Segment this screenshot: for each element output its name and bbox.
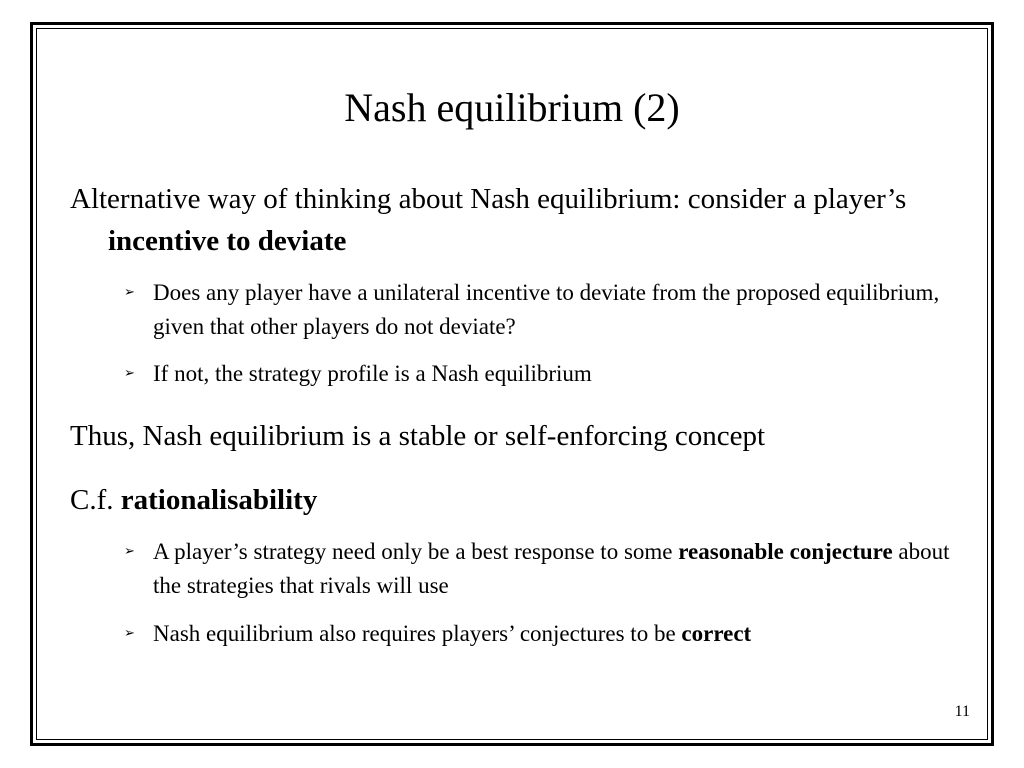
page-number: 11 bbox=[954, 703, 970, 720]
sub-bullet-correct-conjectures bbox=[124, 617, 954, 651]
arrow-bullet-icon: ➢ bbox=[124, 285, 135, 300]
sub-bullet-text: Does any player have a unilateral incentive to deviate from the proposed equilibrium, given that other players do not deviate? bbox=[153, 280, 940, 339]
emphasis-reasonable-conjecture: reasonable conjecture bbox=[678, 539, 893, 564]
paragraph-text: C.f. bbox=[70, 484, 121, 516]
arrow-bullet-icon: ➢ bbox=[124, 366, 135, 381]
sub-bullet-text: Nash equilibrium also requires players’ conjectures to be bbox=[153, 621, 682, 646]
arrow-bullet-icon: ➢ bbox=[124, 626, 135, 641]
paragraph-text: Alternative way of thinking about Nash equilibrium: consider a player’s bbox=[70, 183, 907, 215]
emphasis-correct: correct bbox=[681, 621, 752, 646]
sub-bullet-text: If not, the strategy profile is a Nash equilibrium bbox=[153, 361, 592, 386]
paragraph-alternative-way bbox=[70, 178, 998, 262]
emphasis-incentive-to-deviate: incentive to deviate bbox=[108, 225, 347, 257]
sub-bullet-best-response bbox=[124, 535, 954, 603]
paragraph-stable-concept: Thus, Nash equilibrium is a stable or self-enforcing concept bbox=[70, 420, 765, 452]
sub-bullet-text: about the strategies that rivals will use bbox=[153, 539, 950, 598]
paragraph-cf-rationalisability bbox=[70, 479, 998, 521]
arrow-bullet-icon: ➢ bbox=[124, 544, 135, 559]
emphasis-rationalisability: rationalisability bbox=[120, 484, 318, 516]
sub-bullet-unilateral-incentive bbox=[124, 276, 954, 344]
sub-bullet-text: A player’s strategy need only be a best response to some bbox=[153, 539, 679, 564]
sub-bullet-if-not bbox=[124, 357, 954, 391]
slide-title: Nash equilibrium (2) bbox=[344, 85, 680, 130]
